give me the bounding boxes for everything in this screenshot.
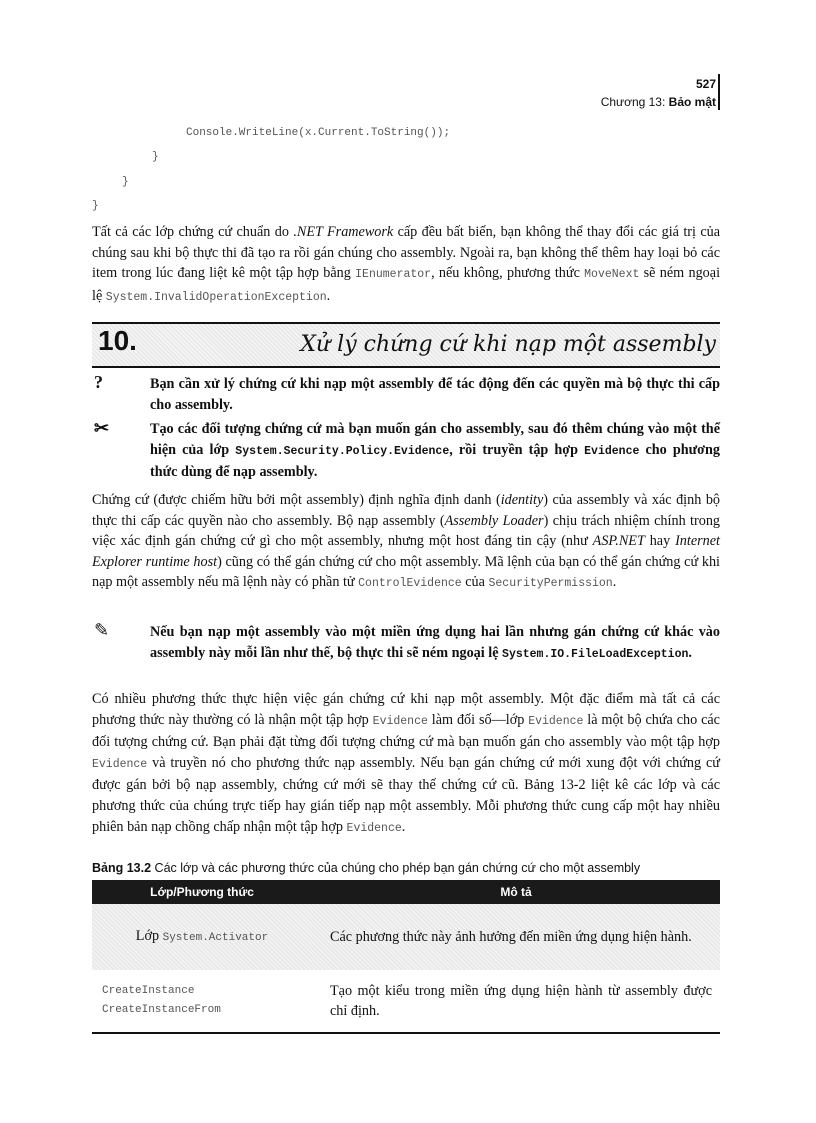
chapter-title: Bảo mật <box>668 95 716 109</box>
header-rule <box>718 74 720 110</box>
column-header: Mô tả <box>312 880 720 904</box>
table-row <box>92 904 720 970</box>
chapter-header <box>601 95 716 109</box>
question-text: Bạn cần xử lý chứng cứ khi nạp một assembly để tác động đến các quyền mà bộ thực thi cấp cho assembly. <box>150 376 720 413</box>
chapter-prefix: Chương 13: <box>600 95 669 109</box>
code-line: } <box>122 176 129 188</box>
note-icon: ✎ <box>94 620 110 640</box>
question-icon: ? <box>94 372 103 392</box>
methods-paragraph: Có nhiều phương thức thực hiện việc gán chứng cứ khi nạp một assembly. Một đặc điểm mà tất cả các phương thức này thường có là nhận một tập hợp Evidence làm đối số—lớp Evidence là một bộ chứa cho các đối tượng chứng cứ. Bạn phải đặt từng đối tượng chứng cứ mà bạn muốn gán cho assembly vào một tập hợp Evidence và truyền nó cho phương thức nạp assembly. Nếu bạn gán chứng cứ mới xung đột với chứng cứ được gán bởi bộ nạp assembly, chứng cứ mới sẽ thay thế chứng cứ cũ. Bảng 13-2 liệt kê các lớp và các phương thức của chúng trực tiếp hay gián tiếp nạp một assembly. Mỗi phương thức cung cấp một hay nhiều phiên bản nạp chồng chấp nhận một tập hợp Evidence. <box>92 691 720 835</box>
evidence-table <box>92 880 720 1034</box>
code-line: Console.WriteLine(x.Current.ToString()); <box>186 127 451 139</box>
table-cell: Lớp System.Activator <box>92 904 312 970</box>
solution-text: Tạo các đối tượng chứng cứ mà bạn muốn gán cho assembly, sau đó thêm chúng vào một thể hiện của lớp System.Security.Policy.Evidence, rồi truyền tập hợp Evidence cho phương thức dùng để nạp assembly. <box>150 421 720 480</box>
column-header: Lớp/Phương thức <box>92 880 312 904</box>
evidence-paragraph: Chứng cứ (được chiếm hữu bởi một assembly) định nghĩa định danh (identity) của assembly và xác định bộ thực thi cấp các quyền nào cho assembly. Bộ nạp assembly (Assembly Loader) chịu trách nhiệm chính trong việc xác định gán chứng cứ gì cho một assembly, nhưng một host đáng tin cậy (như ASP.NET hay Internet Explorer runtime host) cũng có thể gán chứng cứ cho một assembly. Mã lệnh của bạn có thể gán chứng cứ khi nạp một assembly nếu mã lệnh này có phần tử ControlEvidence của SecurityPermission. <box>92 492 721 591</box>
tools-icon: ✂ <box>94 418 110 438</box>
code-line: } <box>92 200 99 212</box>
code-line: } <box>152 151 159 163</box>
section-title: Xử lý chứng cứ khi nạp một assembly <box>300 332 716 357</box>
table-cell: CreateInstance CreateInstanceFrom <box>102 985 221 1016</box>
page-number: 527 <box>695 77 716 91</box>
section-number: 10. <box>98 325 137 356</box>
table-caption: Bảng 13.2 Các lớp và các phương thức của chúng cho phép bạn gán chứng cứ cho một assembly <box>92 861 641 875</box>
note-text: Nếu bạn nạp một assembly vào một miền ứng dụng hai lần nhưng gán chứng cứ khác vào assembly này mỗi lần như thế, bộ thực thi sẽ ném ngoại lệ System.IO.FileLoadException. <box>150 624 720 661</box>
table-cell: Các phương thức này ảnh hưởng đến miền ứng dụng hiện hành. <box>312 904 720 970</box>
intro-paragraph: Tất cả các lớp chứng cứ chuẩn do .NET Framework cấp đều bất biến, bạn không thể thay đổi các giá trị của chúng sau khi bộ thực thi đã tạo ra rồi gán chúng cho assembly. Ngoài ra, bạn không thể thêm hay loại bỏ các item trong lúc đang liệt kê một tập hợp bằng IEnumerator, nếu không, phương thức MoveNext sẽ ném ngoại lệ System.InvalidOperationException. <box>92 224 721 304</box>
table-cell: Tạo một kiểu trong miền ứng dụng hiện hành từ assembly được chỉ định. <box>330 983 712 1019</box>
table-row <box>92 970 720 1033</box>
